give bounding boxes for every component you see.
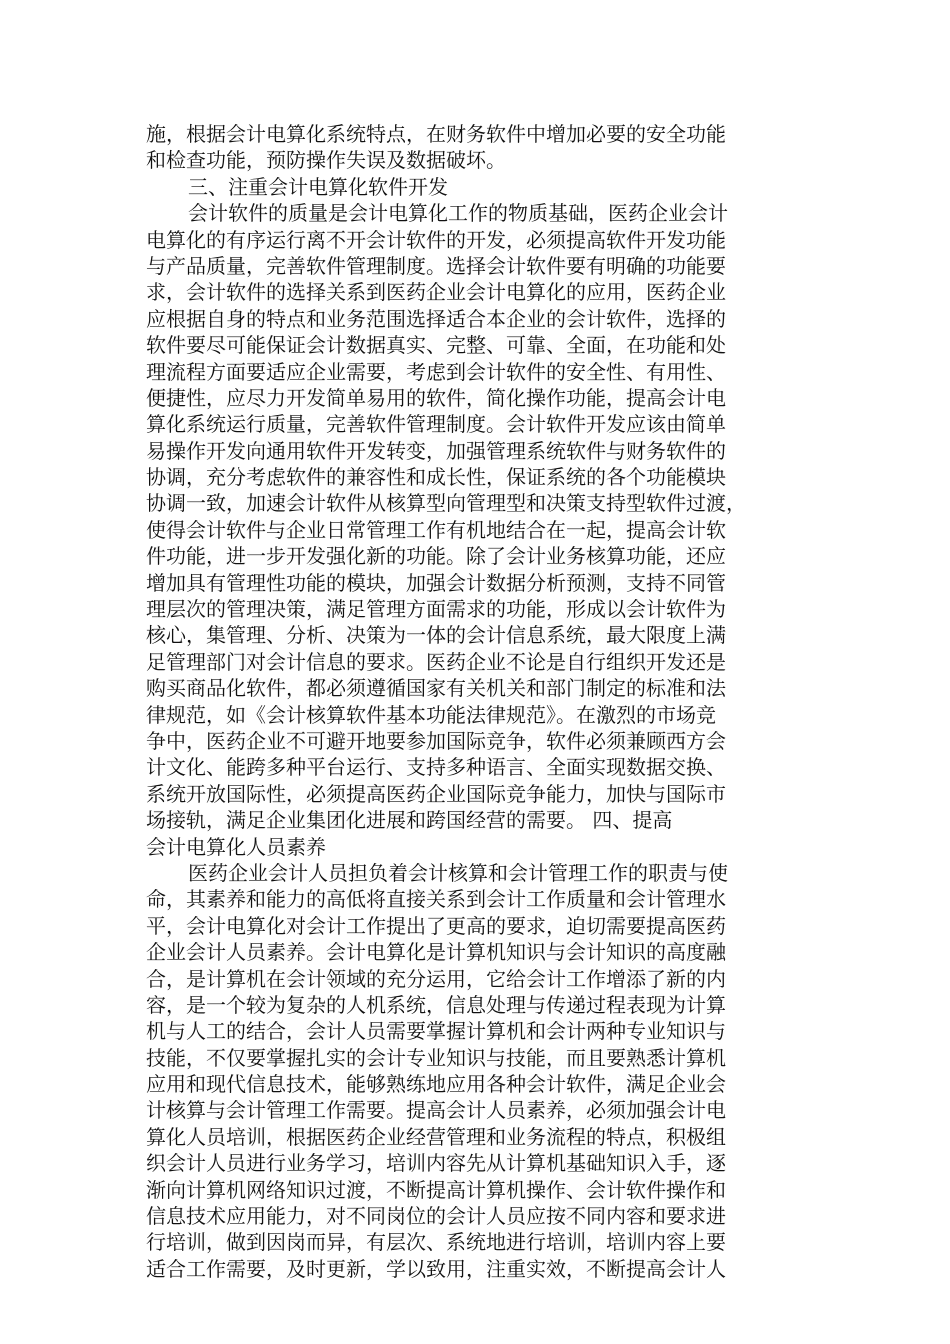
text-line: 平，会计电算化对会计工作提出了更高的要求，迫切需要提高医药 — [146, 913, 726, 938]
text-line: 理流程方面要适应企业需要，考虑到会计软件的安全性、有用性、 — [146, 359, 726, 384]
text-line: 行培训，做到因岗而异，有层次、系统地进行培训，培训内容上要 — [146, 1230, 726, 1255]
text-line: 核心，集管理、分析、决策为一体的会计信息系统，最大限度上满 — [146, 623, 726, 648]
text-line: 渐向计算机网络知识过渡，不断提高计算机操作、会计软件操作和 — [146, 1177, 726, 1202]
text-line: 购买商品化软件，都必须遵循国家有关机关和部门制定的标准和法 — [146, 676, 726, 701]
text-line: 企业会计人员素养。会计电算化是计算机知识与会计知识的高度融 — [146, 940, 726, 965]
text-line: 计文化、能跨多种平台运行、支持多种语言、全面实现数据交换、 — [146, 755, 726, 780]
text-line: 场接轨，满足企业集团化进展和跨国经营的需要。 四、提高 — [146, 808, 673, 833]
text-line: 求，会计软件的选择关系到医药企业会计电算化的应用，医药企业 — [146, 280, 726, 305]
text-line: 技能，不仅要掌握扎实的会计专业知识与技能，而且要熟悉计算机 — [146, 1045, 726, 1070]
text-line: 三、注重会计电算化软件开发 — [188, 174, 448, 199]
text-line: 算化人员培训，根据医药企业经营管理和业务流程的特点，积极组 — [146, 1124, 726, 1149]
text-line: 便捷性，应尽力开发简单易用的软件，简化操作功能，提高会计电 — [146, 385, 726, 410]
text-line: 协调，充分考虑软件的兼容性和成长性，保证系统的各个功能模块 — [146, 465, 726, 490]
text-line: 应根据自身的特点和业务范围选择适合本企业的会计软件，选择的 — [146, 306, 726, 331]
text-line: 机与人工的结合，会计人员需要掌握计算机和会计两种专业知识与 — [146, 1019, 726, 1044]
text-line: 律规范，如《会计核算软件基本功能法律规范》。在激烈的市场竞 — [146, 702, 716, 727]
text-line: 件功能，进一步开发强化新的功能。除了会计业务核算功能，还应 — [146, 544, 726, 569]
text-line: 施，根据会计电算化系统特点，在财务软件中增加必要的安全功能 — [146, 122, 726, 146]
text-line: 合，是计算机在会计领域的充分运用，它给会计工作增添了新的内 — [146, 966, 726, 991]
text-line: 电算化的有序运行离不开会计软件的开发，必须提高软件开发功能 — [146, 227, 726, 252]
text-line: 应用和现代信息技术，能够熟练地应用各种会计软件，满足企业会 — [146, 1072, 726, 1097]
text-line: 医药企业会计人员担负着会计核算和会计管理工作的职责与使 — [188, 860, 728, 885]
text-line: 协调一致，加速会计软件从核算型向管理型和决策支持型软件过渡， — [146, 491, 746, 516]
text-line: 织会计人员进行业务学习，培训内容先从计算机基础知识入手，逐 — [146, 1151, 726, 1176]
text-line: 系统开放国际性，必须提高医药企业国际竞争能力，加快与国际市 — [146, 781, 726, 806]
text-line: 使得会计软件与企业日常管理工作有机地结合在一起，提高会计软 — [146, 517, 726, 542]
text-line: 与产品质量，完善软件管理制度。选择会计软件要有明确的功能要 — [146, 253, 726, 278]
text-line: 理层次的管理决策，满足管理方面需求的功能，形成以会计软件为 — [146, 597, 726, 622]
text-line: 算化系统运行质量，完善软件管理制度。会计软件开发应该由简单 — [146, 412, 726, 437]
text-line: 足管理部门对会计信息的要求。医药企业不论是自行组织开发还是 — [146, 649, 726, 674]
text-line: 计核算与会计管理工作需要。提高会计人员素养，必须加强会计电 — [146, 1098, 726, 1123]
body-text — [146, 121, 806, 1282]
text-line: 软件要尽可能保证会计数据真实、完整、可靠、全面，在功能和处 — [146, 333, 726, 358]
text-line: 容，是一个较为复杂的人机系统，信息处理与传递过程表现为计算 — [146, 992, 726, 1017]
text-line: 增加具有管理性功能的模块，加强会计数据分析预测，支持不同管 — [146, 570, 726, 595]
text-line: 争中，医药企业不可避开地要参加国际竞争，软件必须兼顾西方会 — [146, 728, 726, 753]
text-line: 信息技术应用能力，对不同岗位的会计人员应按不同内容和要求进 — [146, 1204, 726, 1229]
text-line: 适合工作需要，及时更新，学以致用，注重实效，不断提高会计人 — [146, 1256, 726, 1281]
text-line: 命，其素养和能力的高低将直接关系到会计工作质量和会计管理水 — [146, 887, 726, 912]
text-line: 会计软件的质量是会计电算化工作的物质基础，医药企业会计 — [188, 201, 728, 226]
text-line: 和检查功能，预防操作失误及数据破坏。 — [146, 148, 506, 173]
text-line: 易操作开发向通用软件开发转变，加强管理系统软件与财务软件的 — [146, 438, 726, 463]
text-line: 会计电算化人员素养 — [146, 834, 326, 859]
